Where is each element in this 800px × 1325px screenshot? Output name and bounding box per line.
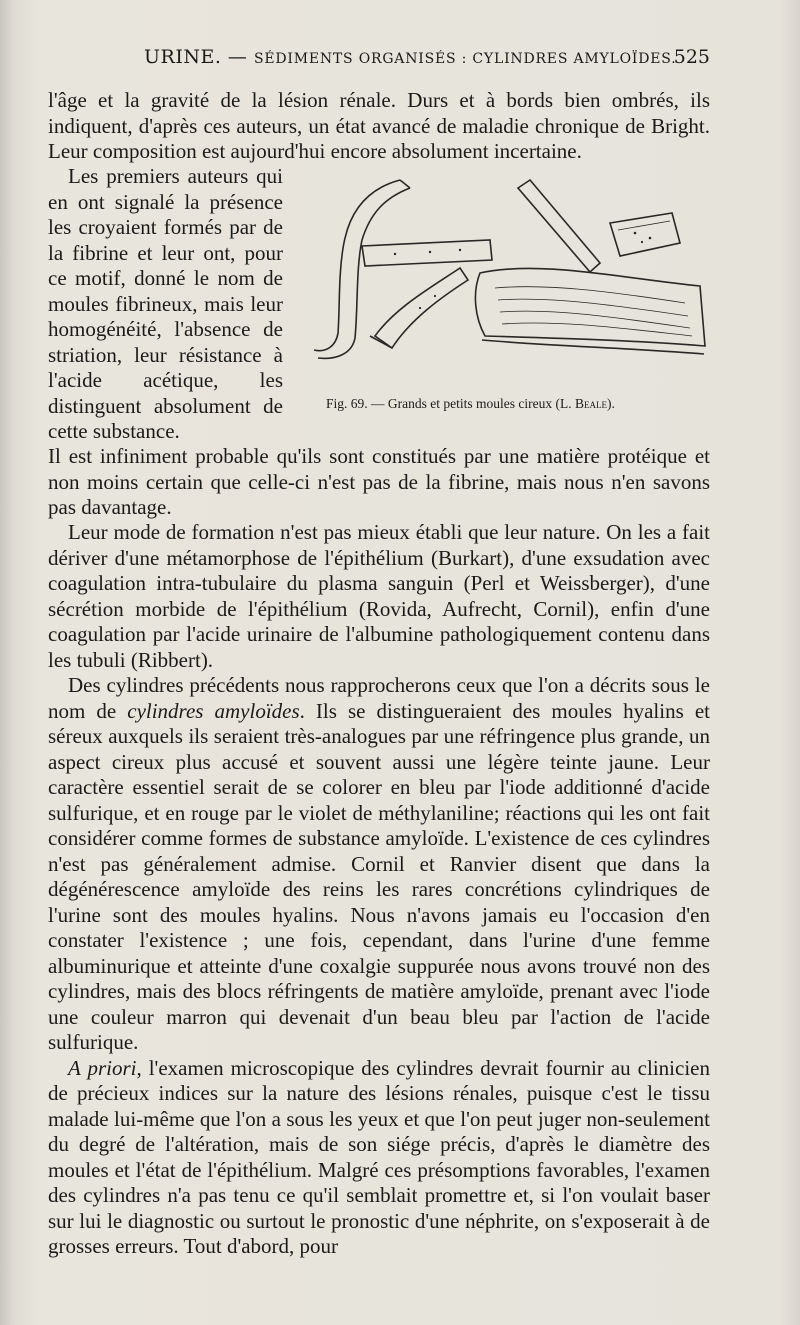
running-title-sub: SÉDIMENTS ORGANISÉS : CYLINDRES AMYLOÏDES. — [253, 51, 677, 67]
caption-label: Fig. 69. — [326, 396, 368, 411]
caption-author: L. Beale — [559, 396, 607, 411]
body-paragraphs — [48, 520, 710, 1260]
paragraph-4-rest: , l'examen microscopique des cylindres devrait fournir au clinicien de précieux indices sur la nature des lésions rénales, puisque c'est le tissu malade lui-même que l'on a sous les yeux et que l'on peut juger non-seulement du degré de l'altération, mais de son siége précis, d'après le diamètre des moules et l'état de l'épithélium. Malgré ces présomptions favorables, l'examen des cylindres n'a pas tenu ce qu'il semblait promettre et, si l'on voulait baser sur lui le diagnostic ou surtout le pronostic d'une néphrite, on s'exposerait à de grosses erreurs. Tout d'abord, pour — [48, 1055, 710, 1258]
figure-caption — [326, 396, 706, 412]
running-title-main: URINE. — — [144, 46, 248, 68]
paragraph-1-continuation — [48, 444, 710, 521]
running-title — [144, 46, 676, 68]
page-number: 525 — [673, 46, 710, 68]
paragraph-1-top — [48, 88, 710, 165]
paragraph-1-rest: Il est infiniment probable qu'ils sont constitués par une matière protéique et non moins certain que celle-ci n'est pas de la fibrine, mais nous n'en savons pas davantage. — [48, 444, 710, 519]
paragraph-3-start: Des cylindres précédents nous rapprocherons ceux que l'on a décrits sous le nom de — [48, 673, 710, 723]
paragraph-4 — [48, 1056, 710, 1260]
waxy-casts-illustration — [300, 168, 710, 398]
running-header — [48, 46, 710, 76]
caption-text: — Grands et petits moules cireux ( — [367, 396, 560, 411]
paragraph-1-narrow: Les premiers auteurs qui en ont signalé la présence les croyaient formés par de la fibrine et leur ont, pour ce motif, donné le nom de moules fibrineux, mais leur homogénéité, l'absence de striation, leur résistance à l'acide acétique, les distinguent absolument de cette substance. — [48, 164, 283, 443]
figure-69 — [300, 168, 710, 418]
caption-end: ). — [606, 396, 615, 411]
paragraph-2: Leur mode de formation n'est pas mieux établi que leur nature. On les a fait dériver d'une métamorphose de l'épithélium (Burkart), d'une exsudation avec coagulation intra-tubulaire du plasma sanguin (Perl et Weissberger), d'une sécrétion morbide de l'épithélium (Rovida, Aufrecht, Cornil), enfin d'une coagulation par l'acide urinaire de l'albumine pathologiquement contenu dans les tubuli (Ribbert). — [48, 520, 710, 672]
paragraph-4-emphasis: A priori — [68, 1055, 137, 1080]
paragraph-1-full-width: l'âge et la gravité de la lésion rénale. Durs et à bords bien ombrés, ils indiquent, d'après ces auteurs, un état avancé de maladie chronique de Bright. Leur composition est aujourd'hui encore absolument incertaine. — [48, 88, 710, 163]
paragraph-3-emphasis: cylindres amyloïdes — [127, 698, 300, 723]
paragraph-3 — [48, 673, 710, 1056]
paragraph-1-beside-figure — [48, 164, 283, 445]
paragraph-3-rest: . Ils se distingueraient des moules hyalins et séreux auxquels ils seraient très-analogues par une réfringence plus grande, un aspect cireux plus accusé et souvent aussi une légère teinte jaune. Leur caractère essentiel serait de se colorer en bleu par l'iode additionné d'acide sulfurique, et en rouge par le violet de méthylaniline; réactions qui les ont fait considérer comme formes de substance amyloïde. L'existence de ces cylindres n'est pas généralement admise. Cornil et Ranvier disent que dans la dégénérescence amyloïde des reins les rares concrétions cylindriques de l'urine sont des moules hyalins. Nous n'avons jamais eu l'occasion d'en constater l'existence ; une fois, cependant, dans l'urine d'une femme albuminurique et atteinte d'une coxalgie suppurée nous avons trouvé non des cylindres, mais des blocs réfringents de matière amyloïde, prenant avec l'iode une couleur marron qui devenait d'un beau bleu par l'action de l'acide sulfurique. — [48, 698, 710, 1054]
